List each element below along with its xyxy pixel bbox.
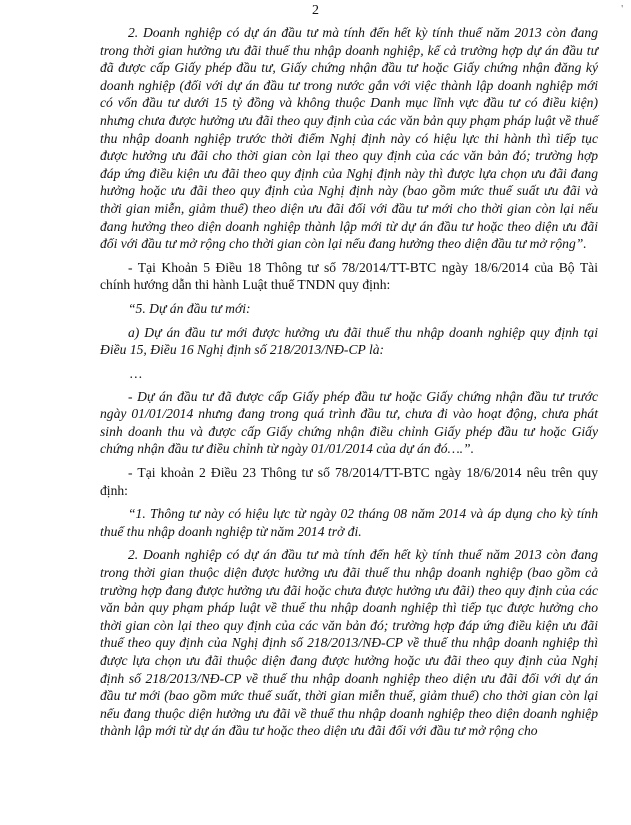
quoted-clause-licensed-project: - Dự án đầu tư đã được cấp Giấy phép đầu tư hoặc Giấy chứng nhận đầu tư trước ngày 01/01/2014 nhưng đang trong quá trình đầu tư, chưa đi vào hoạt động, chưa phát sinh doanh thu và được cấp Giấy chứng nhận điều chỉnh Giấy phép đầu tư hoặc Giấy chứng nhận đầu tư điều chỉnh từ ngày 01/01/2014 của dự án đó….”. (100, 388, 598, 457)
corner-mark: ' (621, 4, 623, 15)
quoted-clause-2-decree: 2. Doanh nghiệp có dự án đầu tư mà tính đến hết kỳ tính thuế năm 2013 còn đang trong thời gian hưởng ưu đãi thuế thu nhập doanh nghiệp, kể cả trường hợp dự án đầu tư đã được cấp Giấy phép đầu tư, Giấy chứng nhận đầu tư hoặc Giấy chứng nhận đăng ký doanh nghiệp (đối với dự án đầu tư trong nước gắn với việc thành lập doanh nghiệp mới có vốn đầu tư dưới 15 tỷ đồng và không thuộc Danh mục lĩnh vực đầu tư có điều kiện) nhưng chưa được hưởng ưu đãi theo quy định của các văn bản quy phạm pháp luật về thuế thu nhập doanh nghiệp trước thời điểm Nghị định này có hiệu lực thi hành thì tiếp tục được hưởng ưu đãi cho thời gian còn lại theo quy định của các văn bản đó; trường hợp đáp ứng điều kiện ưu đãi theo quy định của Nghị định này thì được lựa chọn ưu đãi đang hưởng hoặc ưu đãi theo quy định của Nghị định này (bao gồm mức thuế suất ưu đãi và thời gian miễn, giảm thuế) theo diện ưu đãi đối với đầu tư mới cho thời gian còn lại nếu đang hưởng theo diện doanh nghiệp thành lập mới từ dự án đầu tư hoặc theo diện ưu đãi đối với đầu tư mở rộng cho thời gian còn lại nếu đang hưởng theo diện đầu tư mở rộng”. (100, 25, 598, 252)
quoted-clause-2-circular: 2. Doanh nghiệp có dự án đầu tư mà tính đến hết kỳ tính thuế năm 2013 còn đang trong thời gian thuộc diện được hưởng ưu đãi thuế thu nhập doanh nghiệp (bao gồm cả trường hợp đang được hưởng ưu đãi hoặc chưa được hưởng ưu đãi) theo quy định của các văn bản quy phạm pháp luật về thuế thu nhập doanh nghiệp thì tiếp tục được hưởng cho thời gian còn lại theo quy định của các văn bản đó; trường hợp đáp ứng điều kiện ưu đãi thuế theo quy định của Nghị định số 218/2013/NĐ-CP về thuế thu nhập doanh nghiệp thì được lựa chọn ưu đãi thuộc diện đang được hưởng hoặc ưu đãi theo quy định của Nghị định số 218/2013/NĐ-CP về thuế thu nhập doanh nghiệp theo diện ưu đãi đối với dự án đầu tư mới (bao gồm mức thuế suất, thời gian miễn thuế, giảm thuế) cho thời gian còn lại nếu đang thuộc diện hưởng ưu đãi về thuế thu nhập doanh nghiệp theo diện doanh nghiệp thành lập mới từ dự án đầu tư hoặc theo diện ưu đãi đối với đầu tư mở rộng cho (100, 547, 598, 739)
document-body (100, 24, 598, 740)
page-number: 2 (312, 3, 319, 18)
quoted-clause-a: a) Dự án đầu tư mới được hưởng ưu đãi thuế thu nhập doanh nghiệp quy định tại Điều 15, Điều 16 Nghị định số 218/2013/NĐ-CP là: (100, 324, 598, 358)
quoted-ellipsis: … (130, 365, 143, 381)
quoted-heading-new-project: “5. Dự án đầu tư mới: (128, 300, 251, 316)
reference-khoan5-dieu18: - Tại Khoản 5 Điều 18 Thông tư số 78/2014/TT-BTC ngày 18/6/2014 của Bộ Tài chính hướng dẫn thi hành Luật thuế TNDN quy định: (100, 259, 598, 293)
reference-khoan2-dieu23: - Tại khoản 2 Điều 23 Thông tư số 78/2014/TT-BTC ngày 18/6/2014 nêu trên quy định: (100, 465, 598, 498)
quoted-clause-1-effective: “1. Thông tư này có hiệu lực từ ngày 02 tháng 08 năm 2014 và áp dụng cho kỳ tính thuế thu nhập doanh nghiệp từ năm 2014 trở đi. (100, 506, 598, 539)
